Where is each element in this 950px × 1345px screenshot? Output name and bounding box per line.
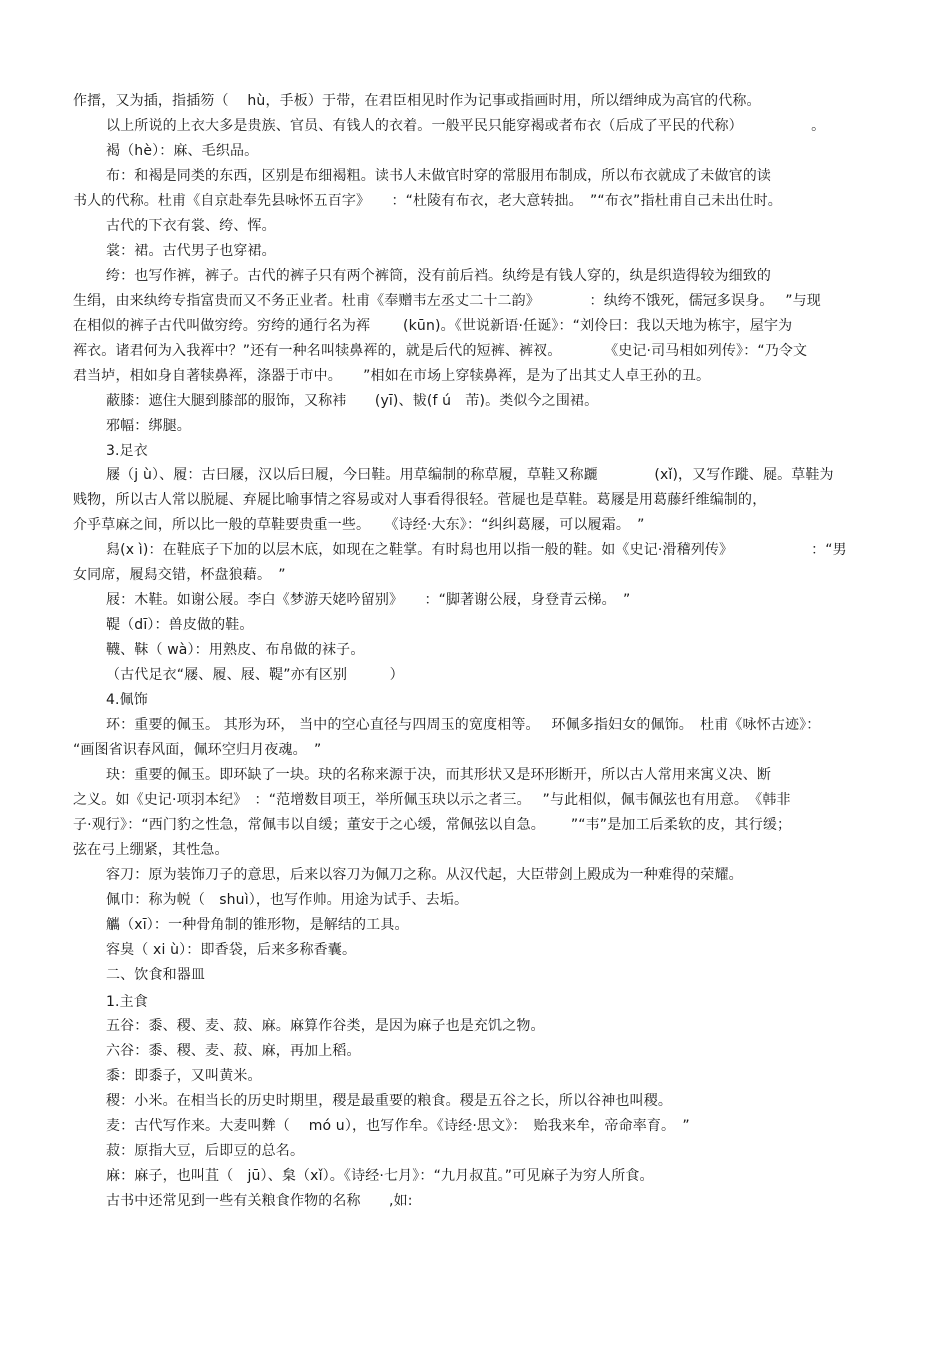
text-line: 稷：小米。在相当长的历史时期里，稷是最重要的粮食。稷是五谷之长，所以谷神也叫稷。 — [106, 1093, 672, 1109]
text-line: 作搢，又为插，指插笏（ hù，手板）于带，在君臣相见时作为记事或指画时用，所以缙绅成为高官的代称。 — [73, 93, 761, 109]
text-line: 贱物，所以古人常以脱屣、弃屣比喻事情之容易或对人事看得很轻。菅屣也是草鞋。葛屦是用葛藤纤维编制的， — [73, 492, 767, 508]
text-line: 生绢，由来纨绔专指富贵而又不务正业者。杜甫《奉赠韦左丞丈二十二韵》 ：纨绔不饿死，儒冠多误身。 ”与现 — [73, 293, 821, 309]
text-line: 古书中还常见到一些有关粮食作物的名称 ,如: — [106, 1193, 413, 1209]
text-line: 鞮（dī）：兽皮做的鞋。 — [106, 617, 254, 633]
text-line: 君当垆，相如身自著犊鼻裈，涤器于市中。 ”相如在市场上穿犊鼻裈，是为了出其丈人卓王孙的丑。 — [73, 368, 711, 384]
text-line: 古代的下衣有裳、绔、恽。 — [106, 218, 276, 234]
text-line: 玦：重要的佩玉。即环缺了一块。玦的名称来源于决，而其形状又是环形断开，所以古人常用来寓义决、断 — [106, 767, 772, 783]
text-line: “画图省识春风面，佩环空归月夜魂。 ” — [73, 742, 322, 758]
text-line: 邪幅：绑腿。 — [106, 418, 191, 434]
text-line: （古代足衣“屦、履、屐、鞮”亦有区别 ） — [106, 667, 404, 683]
text-line: 佩巾：称为帨（ shuì），也写作帅。用途为试手、去垢。 — [106, 892, 469, 908]
text-line: 黍：即黍子，又叫黄米。 — [106, 1068, 262, 1084]
text-line: 褐（hè）：麻、毛织品。 — [106, 143, 259, 159]
text-line: 韈、靺（ wà）：用熟皮、布帛做的袜子。 — [106, 642, 365, 658]
text-line: 以上所说的上衣大多是贵族、官员、有钱人的衣着。一般平民只能穿褐或者布衣（后成了平民的代称） 。 — [106, 118, 826, 134]
text-line: 六谷：黍、稷、麦、菽、麻，再加上稻。 — [106, 1043, 361, 1059]
text-line: 蔽膝：遮住大腿到膝部的服饰，又称袆 (yī)、韨(f ú 芾)。类似今之围裙。 — [106, 393, 599, 409]
text-line: 容刀：原为装饰刀子的意思，后来以容刀为佩刀之称。从汉代起，大臣带剑上殿成为一种难得的荣耀。 — [106, 867, 743, 883]
text-line: 之义。如《史记·项羽本纪》 ：“范增数目项王，举所佩玉玦以示之者三。 ”与此相似，佩韦佩弦也有用意。 《韩非 — [73, 792, 791, 808]
text-line: 弦在弓上绷紧，其性急。 — [73, 842, 229, 858]
text-line: 布：和褐是同类的东西，区别是布细褐粗。读书人未做官时穿的常服用布制成，所以布衣就成了未做官的读 — [106, 168, 772, 184]
text-line: 环：重要的佩玉。 其形为环， 当中的空心直径与四周玉的宽度相等。 环佩多指妇女的佩饰。 杜甫《咏怀古迹》： — [106, 717, 821, 733]
text-line: 麦：古代写作来。大麦叫麰（ mó u），也写作牟。《诗经·思文》： 贻我来牟，帝命率育。 ” — [106, 1118, 690, 1134]
section-heading: 二、饮食和器皿 — [106, 967, 206, 983]
text-line: 舄(x ì)：在鞋底子下加的以层木底，如现在之鞋掌。有时舄也用以指一般的鞋。如《史记·滑稽列传》 ：“男 — [106, 542, 847, 558]
text-line: 裳：裙。古代男子也穿裙。 — [106, 243, 276, 259]
section-heading: 4.佩饰 — [106, 692, 148, 708]
text-line: 子·观行》：“西门豹之性急，常佩韦以自缓；董安于之心缓，常佩弦以自急。 ”“韦”是加工后柔软的皮，其行缓； — [73, 817, 792, 833]
text-line: 觿（xī）：一种骨角制的锥形物，是解结的工具。 — [106, 917, 409, 933]
text-line: 在相似的裤子古代叫做穷绔。穷绔的通行名为裈 (kūn)。《世说新语·任诞》：“刘伶曰：我以天地为栋宇，屋宇为 — [73, 318, 793, 334]
text-line: 麻：麻子，也叫苴（ jū）、枲（xǐ）。《诗经·七月》：“九月叔苴。”可见麻子为穷人所食。 — [106, 1168, 654, 1184]
text-line: 屦（j ù）、履：古曰屦，汉以后曰履，今曰鞋。用草编制的称草履，草鞋又称躧 (xǐ)，又写作蹝、屣。草鞋为 — [106, 467, 834, 483]
text-line: 菽：原指大豆，后即豆的总名。 — [106, 1143, 305, 1159]
text-line: 容臭（ xi ù）：即香袋，后来多称香囊。 — [106, 942, 357, 958]
text-line: 绔：也写作裤，裤子。古代的裤子只有两个裤筒，没有前后裆。纨绔是有钱人穿的，纨是织造得较为细致的 — [106, 268, 772, 284]
section-heading: 3.足衣 — [106, 443, 148, 459]
text-line: 书人的代称。杜甫《自京赴奉先县咏怀五百字》 ：“杜陵有布衣，老大意转拙。 ”“布衣”指杜甫自己未出仕时。 — [73, 193, 782, 209]
text-line: 屐：木鞋。如谢公屐。李白《梦游天姥吟留别》 ：“脚著谢公屐，身登青云梯。 ” — [106, 592, 631, 608]
text-line: 介乎草麻之间，所以比一般的草鞋要贵重一些。 《诗经·大东》：“纠纠葛屦，可以履霜。 ” — [73, 517, 645, 533]
text-line: 裈衣。诸君何为入我裈中？”还有一种名叫犊鼻裈的，就是后代的短裤、裤衩。 《史记·司马相如列传》：“乃令文 — [73, 343, 808, 359]
text-line: 五谷：黍、稷、麦、菽、麻。麻算作谷类，是因为麻子也是充饥之物。 — [106, 1018, 545, 1034]
section-heading: 1.主食 — [106, 994, 148, 1010]
text-line: 女同席，履舄交错，杯盘狼藉。 ” — [73, 567, 286, 583]
